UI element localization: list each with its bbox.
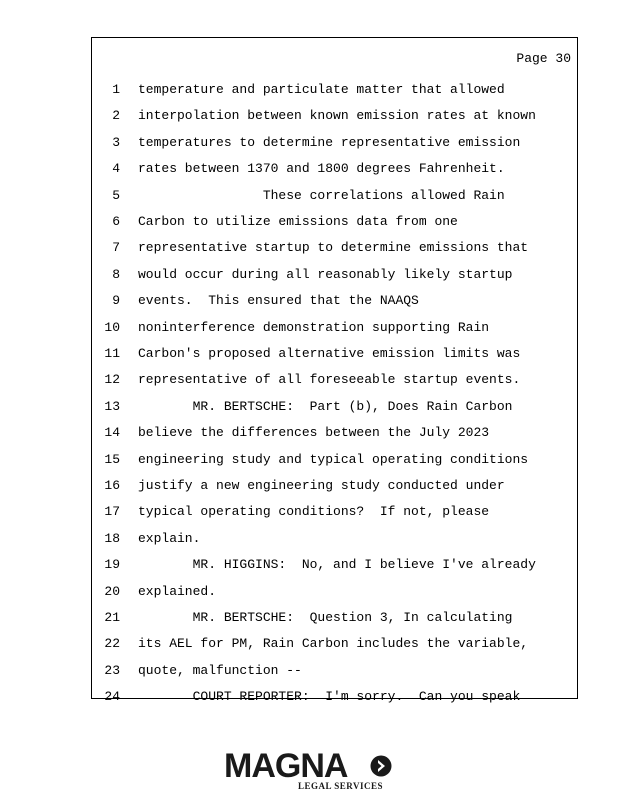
transcript-line <box>92 423 577 443</box>
line-text: engineering study and typical operating conditions <box>138 451 529 467</box>
line-number: 10 <box>104 319 120 335</box>
transcript-line <box>92 582 577 602</box>
transcript-line <box>92 370 577 390</box>
line-number: 11 <box>104 346 120 361</box>
transcript-line <box>92 133 577 153</box>
line-number: 23 <box>104 662 120 678</box>
line-text: rates between 1370 and 1800 degrees Fahrenheit. <box>138 161 505 177</box>
line-text: Carbon to utilize emissions data from one <box>138 214 458 229</box>
line-text: temperatures to determine representative emission <box>138 134 521 150</box>
chevron-right-circle-icon <box>370 755 392 777</box>
line-number: 8 <box>112 266 120 282</box>
line-text: COURT REPORTER: I'm sorry. Can you speak <box>138 689 521 705</box>
line-text: MR. HIGGINS: No, and I believe I've already <box>138 557 536 573</box>
line-text: its AEL for PM, Rain Carbon includes the variable, <box>138 636 529 652</box>
transcript-line <box>92 186 577 206</box>
line-number: 7 <box>112 240 120 256</box>
transcript-line <box>92 159 577 179</box>
line-number: 19 <box>104 557 120 573</box>
line-text: interpolation between known emission rates at known <box>138 108 536 124</box>
line-number: 2 <box>112 108 120 124</box>
line-text: representative startup to determine emissions that <box>138 240 529 256</box>
line-number: 14 <box>104 425 120 441</box>
transcript-line <box>92 529 577 549</box>
transcript-line <box>92 80 577 100</box>
line-text: temperature and particulate matter that allowed <box>138 82 505 97</box>
transcript-line <box>92 476 577 496</box>
logo-subtitle: LEGAL SERVICES <box>298 781 383 791</box>
line-text: MR. BERTSCHE: Part (b), Does Rain Carbon <box>138 398 513 414</box>
line-number: 5 <box>112 187 120 203</box>
line-number: 17 <box>104 504 120 520</box>
line-text: typical operating conditions? If not, please <box>138 504 490 520</box>
line-number: 20 <box>104 583 120 599</box>
line-number: 1 <box>112 82 120 97</box>
transcript-line <box>92 291 577 311</box>
page-number: Page 30 <box>516 51 571 66</box>
transcript-line <box>92 265 577 285</box>
transcript-line <box>92 661 577 681</box>
magna-logo <box>224 749 396 793</box>
line-number: 6 <box>112 214 120 229</box>
line-text: explained. <box>138 583 217 599</box>
transcript-line <box>92 212 577 232</box>
line-text: These correlations allowed Rain <box>138 187 505 203</box>
line-number: 21 <box>104 610 120 625</box>
line-number: 15 <box>104 451 120 467</box>
transcript-line <box>92 687 577 707</box>
transcript-page <box>91 37 578 705</box>
transcript-line <box>92 344 577 364</box>
line-text: believe the differences between the July 2023 <box>138 425 490 441</box>
line-number: 4 <box>112 161 120 177</box>
line-number: 12 <box>104 372 120 388</box>
line-number: 22 <box>104 636 120 652</box>
transcript-line <box>92 318 577 338</box>
line-text: Carbon's proposed alternative emission limits was <box>138 346 521 361</box>
line-text: MR. BERTSCHE: Question 3, In calculating <box>138 610 513 625</box>
logo-wordmark: MAGNA <box>224 747 348 785</box>
line-text: events. This ensured that the NAAQS <box>138 293 419 309</box>
transcript-line <box>92 634 577 654</box>
transcript-line <box>92 238 577 258</box>
line-number: 24 <box>104 689 120 705</box>
transcript-line <box>92 608 577 628</box>
line-text: would occur during all reasonably likely startup <box>138 266 513 282</box>
transcript-line <box>92 397 577 417</box>
line-text: quote, malfunction -- <box>138 662 302 678</box>
line-text: justify a new engineering study conducted under <box>138 478 505 493</box>
line-text: noninterference demonstration supporting Rain <box>138 319 490 335</box>
line-text: explain. <box>138 530 201 546</box>
line-number: 9 <box>112 293 120 309</box>
transcript-line <box>92 502 577 522</box>
line-number: 3 <box>112 134 120 150</box>
transcript-line <box>92 106 577 126</box>
line-text: representative of all foreseeable startup events. <box>138 372 521 388</box>
line-number: 13 <box>104 398 120 414</box>
line-number: 16 <box>104 478 120 493</box>
line-number: 18 <box>104 530 120 546</box>
transcript-line <box>92 555 577 575</box>
transcript-line <box>92 450 577 470</box>
